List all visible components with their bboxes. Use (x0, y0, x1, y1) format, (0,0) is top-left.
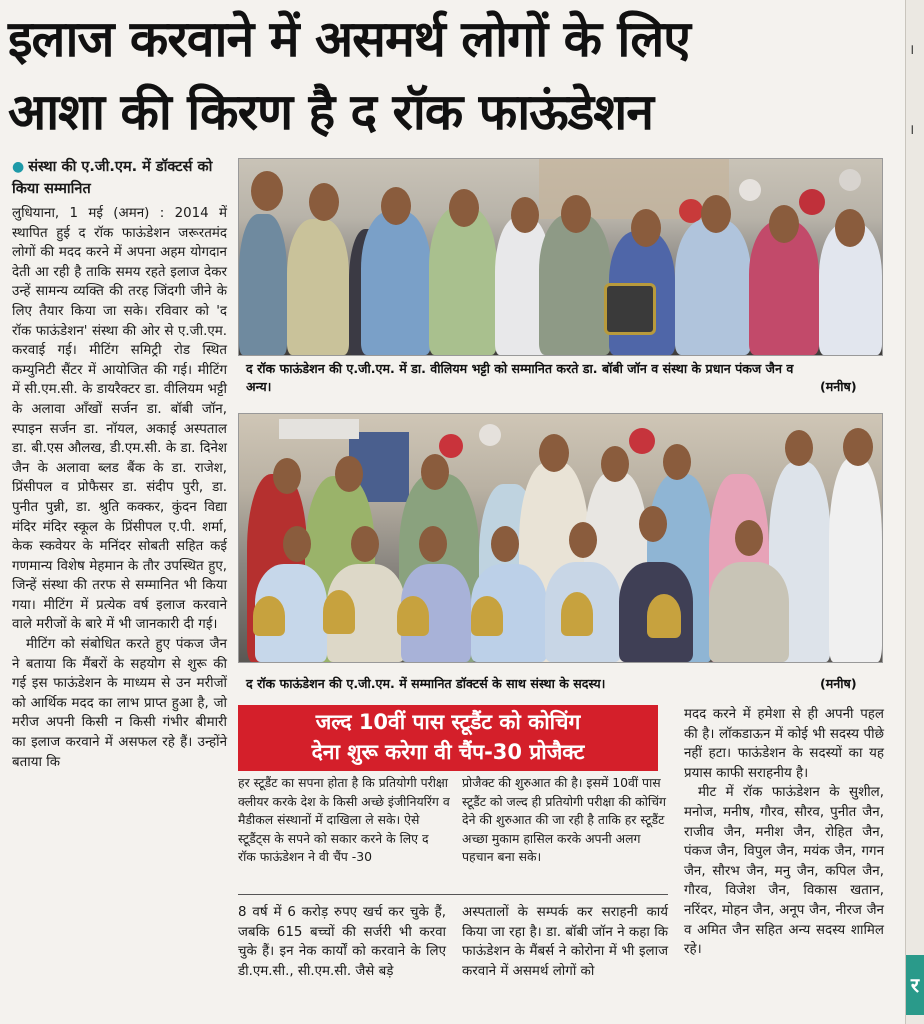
subheading (12, 156, 227, 200)
headline-line-1: इलाज करवाने में असमर्थ लोगों के लिए (8, 10, 690, 68)
right-article-column (684, 705, 884, 960)
left-paragraph-1: लुधियाना, 1 मई (अमन) : 2014 में स्थापित हुई द रॉक फाऊंडेशन जरूरतमंद लोगों की मदद करने में अपना अहम योगदान देती आ रही है ताकि समय रहते इलाज देकर उन्हें सामन्य व्यक्ति की तरह जिंदगी जीने के लिए तैयार किया जा सके। रविवार को 'द रॉक फाऊंडेशन' संस्था की ओर से ए.जी.एम. करवाई गई। मीटिंग समिट्री रोड स्थित कम्युनिटी सैंटर में आयोजित की गई। मीटिंग में सी.एम.सी. के डायरैक्टर डा. वीलियम भट्टी के अलावा आँखों सर्जन डा. बॉबी जॉन, स्पाइन सर्जन डा. नॉयल, अकाई अस्पताल डा. बी.एस औलख, डी.एम.सी. के डा. दिनेश जैन के अलावा ब्लड बैंक के डा. राजेश, प्रिंसीपल व प्रोफैसर डा. संदीप पुरी, डा. पुनीत पुन्नी, डा. श्रुति कक्कर, कुंदन विद्या मंदिर मंदिर स्कूल के प्रिंसीपल ए.पी. शर्मा, केक स्कवेयर के मनिंदर सोबती सहित कई गणमान्य विशेष मेहमान के तौर उपस्थित हुए, जिन्हें संस्था की तरफ से सम्मानित भी किया गया। मीटिंग में प्रत्येक वर्ष इलाज करवाने वाले मरीजों के बारे में भी जानकारी दी गई। (12, 206, 227, 633)
headline (8, 2, 888, 148)
event-photo-1 (238, 158, 883, 356)
adjacent-page-edge: । । (905, 0, 924, 1024)
box-column-2: प्रोजैक्ट की शुरुआत की है। इसमें 10वीं पास स्टूडैंट को जल्द ही प्रतियोगी परीक्षा की कोचिंग देने की शुरुआत की जा रही है ताकि हर स्टूडैंट अच्छा मुकाम हासिल करके अपनी अलग पहचान बना सके। (462, 775, 666, 864)
coaching-banner (238, 705, 658, 771)
subheading-text: संस्था की ए.जी.एम. में डॉक्टर्स को किया सम्मानित (12, 159, 213, 197)
right-paragraph-2: मीट में रॉक फाऊंडेशन के सुशील, मनोज, मनीष, गौरव, सौरव, पुनीत जैन, राजीव जैन, मनीश जैन, रोहित जैन, पंकज जैन, विपुल जैन, मयंक जैन, गगन जैन, सौरभ जैन, मनु जैन, कपिल जैन, गौरव, विजेश जैन, विकास खतान, नरिंदर, मोहन जैन, अनूप जैन, नीरज जैन व अमित जैन सहित अन्य सदस्य शामिल रहे। (684, 785, 884, 958)
photo-1-caption: द रॉक फाऊंडेशन की ए.जी.एम. में डा. वीलियम भट्टी को सम्मानित करते डा. बॉबी जॉन व संस्था के प्रधान पंकज जैन व अन्य। (246, 361, 794, 394)
right-paragraph-1: मदद करने में हमेशा से ही अपनी पहल की है। लॉकडाऊन में कोई भी सदस्य पीछे नहीं हटा। फाऊंडेशन के सदस्यों का यह प्रयास काफी सराहनीय है। (684, 707, 884, 781)
photo-1-credit: (मनीष) (820, 379, 857, 394)
photo-2-credit: (मनीष) (820, 676, 857, 691)
bullet-icon: ● (12, 159, 25, 175)
box-column-1: हर स्टूडैंट का सपना होता है कि प्रतियोगी परीक्षा क्लीयर करके देश के किसी अच्छे इंजीनियरिंग व मैडीकल संस्थानों में दाखिला ले सके। ऐसे स्टूडैंट्स के सपने को सकार करने के लिए द रॉक फाऊंडेशन ने वी चैंप -30 (238, 775, 450, 864)
adjacent-page-badge: र (906, 955, 924, 1015)
banner-line-2: देना शुरू करेगा वी चैंप-30 प्रोजैक्ट (311, 740, 585, 764)
event-photo-2 (238, 413, 883, 663)
left-article-column (12, 204, 227, 772)
mid-column-1: 8 वर्ष में 6 करोड़ रुपए खर्च कर चुके हैं, जबकि 615 बच्चों की सर्जरी भी करवा चुके हैं। इन नेक कार्यों को करवाने के लिए डी.एम.सी., सी.एम.सी. जैसे बड़े (238, 905, 446, 979)
left-paragraph-2: मीटिंग को संबोधित करते हुए पंकज जैन ने बताया कि मैंबरों के सहयोग से शुरू की गई इस फाऊंडेशन के माध्यम से उन मरीजों को आर्थिक मदद का लाभ प्राप्त हुआ है, जो मरीज अपनी किसी न किसी गंभीर बीमारी का इलाज करवाने में असफल रहे हैं। उन्होंने बताया कि (12, 637, 227, 770)
box-bottom-rule (238, 894, 668, 895)
banner-line-1: जल्द 10वीं पास स्टूडैंट को कोचिंग (315, 710, 581, 734)
mid-column-2: अस्पतालों के सम्पर्क कर सराहनी कार्य किया जा रहा है। डा. बॉबी जॉन ने कहा कि फाऊंडेशन के मैंबर्स ने कोरोना में भी इलाज करवाने में असमर्थ लोगों को (462, 905, 668, 979)
photo-2-caption: द रॉक फाऊंडेशन की ए.जी.एम. में सम्मानित डॉक्टर्स के साथ संस्था के सदस्य। (246, 676, 606, 691)
headline-line-2: आशा की किरण है द रॉक फाऊंडेशन (8, 83, 653, 141)
